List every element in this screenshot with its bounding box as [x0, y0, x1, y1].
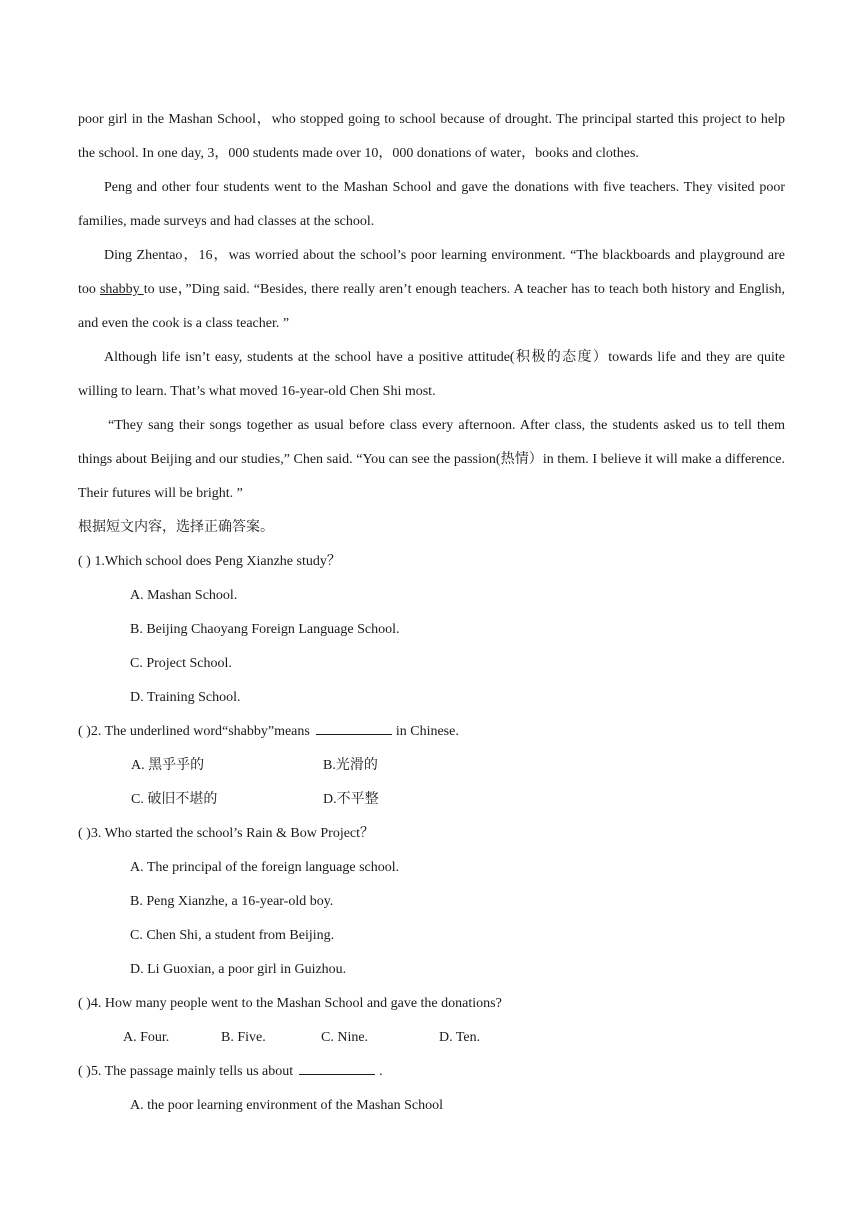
question-4-option-c: C. Nine. — [321, 1030, 369, 1045]
passage-paragraph-1: poor girl in the Mashan School，who stopped going to school because of drought. The principal started this project to help the school. In one day, 3，000 students made over 10，000 donations of water，books and clothes. — [78, 112, 785, 161]
passage-paragraph-3 — [78, 239, 785, 341]
question-1-option-b: B. Beijing Chaoyang Foreign Language School. — [130, 622, 400, 637]
question-4-option-b: B. Five. — [221, 1030, 266, 1045]
instruction-text: 根据短文内容，选择正确答案。 — [78, 520, 274, 535]
question-2 — [78, 715, 785, 749]
passage-paragraph-2: Peng and other four students went to the Mashan School and gave the donations with five teachers. They visited poor families, made surveys and had classes at the school. — [78, 180, 785, 229]
passage-paragraph-3-part-2: to use，”Ding said. “Besides, there really aren’t enough teachers. A teacher has to teach both history and English, and even the cook is a class teacher. ” — [78, 282, 786, 331]
question-2-stem-end: in Chinese. — [395, 724, 459, 739]
question-4 — [78, 987, 785, 1021]
answer-bracket[interactable]: ( ) — [78, 996, 91, 1011]
question-4-option-a: A. Four. — [123, 1030, 170, 1045]
question-3-stem: 3. Who started the school’s Rain & Bow Project？ — [90, 826, 375, 841]
question-1-option-c: C. Project School. — [130, 656, 232, 671]
question-1 — [78, 545, 785, 579]
fill-in-blank — [316, 720, 392, 735]
question-3-option-a: A. The principal of the foreign language school. — [130, 860, 400, 875]
passage-paragraph-5: “They sang their songs together as usual before class every afternoon. After class, the students asked us to tell them things about Beijing and our studies,” Chen said. “You can see the passion(热情）in them. I believe it will make a difference. Their futures will be bright. ” — [78, 418, 785, 501]
question-2-options-row-1 — [78, 749, 785, 783]
underlined-word-shabby: shabby — [99, 282, 144, 297]
question-1-option-a: A. Mashan School. — [130, 588, 238, 603]
answer-bracket[interactable]: ( ) — [78, 724, 91, 739]
passage-paragraph-4: Although life isn’t easy, students at the school have a positive attitude(积极的态度）towards life and they are quite willing to learn. That’s what moved 16-year-old Chen Shi most. — [78, 350, 785, 399]
question-3-option-d: D. Li Guoxian, a poor girl in Guizhou. — [130, 962, 347, 977]
question-2-option-d: D.不平整 — [323, 792, 379, 807]
question-2-options-row-2 — [78, 783, 785, 817]
question-3-option-c: C. Chen Shi, a student from Beijing. — [130, 928, 335, 943]
answer-bracket[interactable]: ( ) — [78, 554, 91, 569]
question-3-option-b: B. Peng Xianzhe, a 16-year-old boy. — [130, 894, 334, 909]
question-5-stem-end: . — [379, 1064, 383, 1079]
question-5-stem: 5. The passage mainly tells us about — [90, 1064, 294, 1079]
question-4-options-row — [78, 1021, 785, 1055]
question-1-option-d: D. Training School. — [130, 690, 241, 705]
question-1-stem: 1.Which school does Peng Xianzhe study？ — [90, 554, 341, 569]
question-2-stem: 2. The underlined word“shabby”means — [90, 724, 310, 739]
document-page — [78, 103, 785, 1123]
passage-paragraph-3-part-1: Ding Zhentao，16，was worried about the school’s poor learning environment. “The blackboards and playground are too — [78, 248, 785, 297]
question-2-option-a: A. 黑乎乎的 — [131, 758, 205, 773]
question-5 — [78, 1055, 785, 1089]
question-4-stem: 4. How many people went to the Mashan School and gave the donations? — [90, 996, 502, 1011]
question-5-option-a: A. the poor learning environment of the Mashan School — [130, 1098, 443, 1113]
fill-in-blank — [299, 1060, 375, 1075]
answer-bracket[interactable]: ( ) — [78, 1064, 91, 1079]
question-3 — [78, 817, 785, 851]
answer-bracket[interactable]: ( ) — [78, 826, 91, 841]
question-4-option-d: D. Ten. — [439, 1030, 481, 1045]
question-2-option-b: B.光滑的 — [323, 758, 378, 773]
question-2-option-c: C. 破旧不堪的 — [131, 792, 218, 807]
